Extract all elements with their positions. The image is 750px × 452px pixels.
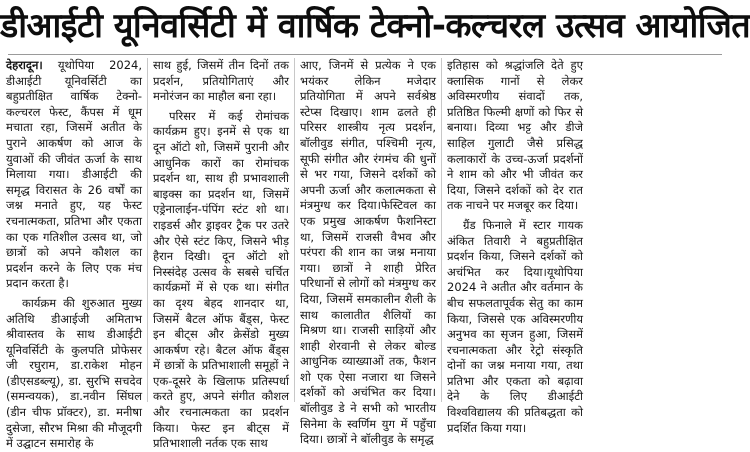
headline-rule <box>8 54 722 55</box>
article-headline: डीआईटी यूनिवर्सिटी में वार्षिक टेक्नो-कल्चरल उत्सव आयोजित <box>0 6 750 46</box>
column-divider <box>441 58 442 402</box>
paragraph: साथ हुई, जिसमें तीन दिनों तक प्रदर्शन, प्रतियोगिताएं और मनोरंजन का माहौल बना रहा। <box>153 58 289 104</box>
paragraph: परिसर में कई रोमांचक कार्यक्रम हुए। इनमें से एक था दून ऑटो शो, जिसमें पुरानी और आधुनिक कारों का रोमांचक प्रदर्शन था, साथ ही प्रभावशाली बाइक्स का प्रदर्शन था, जिसमें एड्रेनालाईन-पंपिंग स्टंट शो था। राइडर्स और ड्राइवर ट्रैक पर उतरे और ऐसे स्टंट किए, जिसने भीड़ हैरान दिखी। दून ऑटो शो निस्संदेह उत्सव के सबसे चर्चित कार्यक्रमों में से एक था। संगीत का दृश्य बेहद शानदार था, जिसमें बैटल ऑफ बैंड्स, फेस्ट इन बीट्स और क्रेसेंडो मुख्य आकर्षण रहे। बैटल ऑफ बैंड्स में छात्रों के प्रतिभाशाली समूहों ने एक-दूसरे के खिलाफ प्रतिस्पर्धा करते हुए, अपने संगीत कौशल और रचनात्मकता का प्रदर्शन किया। फेस्ट इन बीट्स में प्रतिभाशाली नर्तक एक साथ <box>153 108 289 451</box>
lead-paragraph <box>6 58 142 292</box>
paragraph: इतिहास को श्रद्धांजलि देते हुए क्लासिक गानों से लेकर अविस्मरणीय संवादों तक, प्रतिष्ठित फिल्मी क्षणों को फिर से बनाया। दिव्या भट्ट और डीजे साहिल गुलाटी जैसे प्रसिद्ध कलाकारों के उच्च-ऊर्जा प्रदर्शनों ने शाम को और भी जीवंत कर दिया, जिसने दर्शकों को देर रात तक नाचने पर मजबूर कर दिया। <box>447 58 583 213</box>
paragraph: आए, जिनमें से प्रत्येक ने एक भयंकर लेकिन मजेदार प्रतियोगिता में अपने सर्वश्रेष्ठ स्टेप्स दिखाए। शाम ढलते ही परिसर शास्त्रीय नृत्य प्रदर्शन, बॉलीवुड संगीत, पश्चिमी नृत्य, सूफी संगीत और रंगमंच की धुनों से भर गया, जिसने दर्शकों को अपनी ऊर्जा और कलात्मकता से मंत्रमुग्ध कर दिया।फेस्टिवल का एक प्रमुख आकर्षण फैशनिस्टा था, जिसमें राजसी वैभव और परंपरा की शान का जश्न मनाया गया। छात्रों ने शाही प्रेरित परिधानों से लोगों को मंत्रमुग्ध कर दिया, जिसमें समकालीन शैली के साथ कालातीत शैलियों का मिश्रण था। राजसी साड़ियों और शाही शेरवानी से लेकर बोल्ड आधुनिक व्याख्याओं तक, फैशन शो एक ऐसा नजारा था जिसने दर्शकों को अचंभित कर दिया। बॉलीवुड डे ने सभी को भारतीय सिनेमा के स्वर्णिम युग में पहुँचा दिया। छात्रों ने बॉलीवुड के समृद्ध <box>300 58 436 447</box>
paragraph-text: यूथोपिया 2024, डीआईटी यूनिवर्सिटी का बहुप्रतीक्षित वार्षिक टेक्नो-कल्चरल फेस्ट, कैंपस में धूम मचाता रहा, जिसमें अतीत के पुराने आकर्षण को आज के युवाओं की जीवंत ऊर्जा के साथ मिलाया गया। डीआईटी की समृद्ध विरासत के 26 वर्षों का जश्न मनाते हुए, यह फेस्ट रचनात्मकता, प्रतिभा और एकता का एक गतिशील उत्सव था, जो छात्रों को अपने कौशल का प्रदर्शन करने के लिए एक मंच प्रदान करता है। <box>6 58 143 291</box>
column-divider <box>147 58 148 402</box>
paragraph: कार्यक्रम की शुरुआत मुख्य अतिथि डीआईजी अमिताभ श्रीवास्तव के साथ डीआईटी यूनिवर्सिटी के कुलपति प्रोफेसर जी रघुराम, डा.राकेश मोहन (डीएसडब्ल्यू), डा. सुरभि सचदेव (समन्वयक), डा.नवीन सिंघल (डीन चीफ प्रॉक्टर), डा. मनीषा दुसेजा, सौरभ मिश्रा की मौजूदगी में उद्घाटन समारोह के <box>6 295 142 451</box>
article-body <box>6 58 726 451</box>
column-3 <box>300 58 436 447</box>
column-2 <box>153 58 289 451</box>
column-4 <box>447 58 583 435</box>
paragraph: ग्रैंड फिनाले में स्टार गायक अंकित तिवारी ने बहुप्रतीक्षित प्रदर्शन किया, जिसने दर्शकों को अचंभित कर दिया।यूथोपिया 2024 ने अतीत और वर्तमान के बीच सफलतापूर्वक सेतु का काम किया, जिससे एक अविस्मरणीय अनुभव का सृजन हुआ, जिसमें रचनात्मकता और रेट्रो संस्कृति दोनों का जश्न मनाया गया, तथा प्रतिभा और एकता को बढ़ावा देने के लिए डीआईटी विश्वविद्यालय की प्रतिबद्धता को प्रदर्शित किया गया। <box>447 217 583 435</box>
column-1 <box>6 58 143 451</box>
column-divider <box>294 58 295 402</box>
dateline: देहरादून। <box>6 58 43 72</box>
